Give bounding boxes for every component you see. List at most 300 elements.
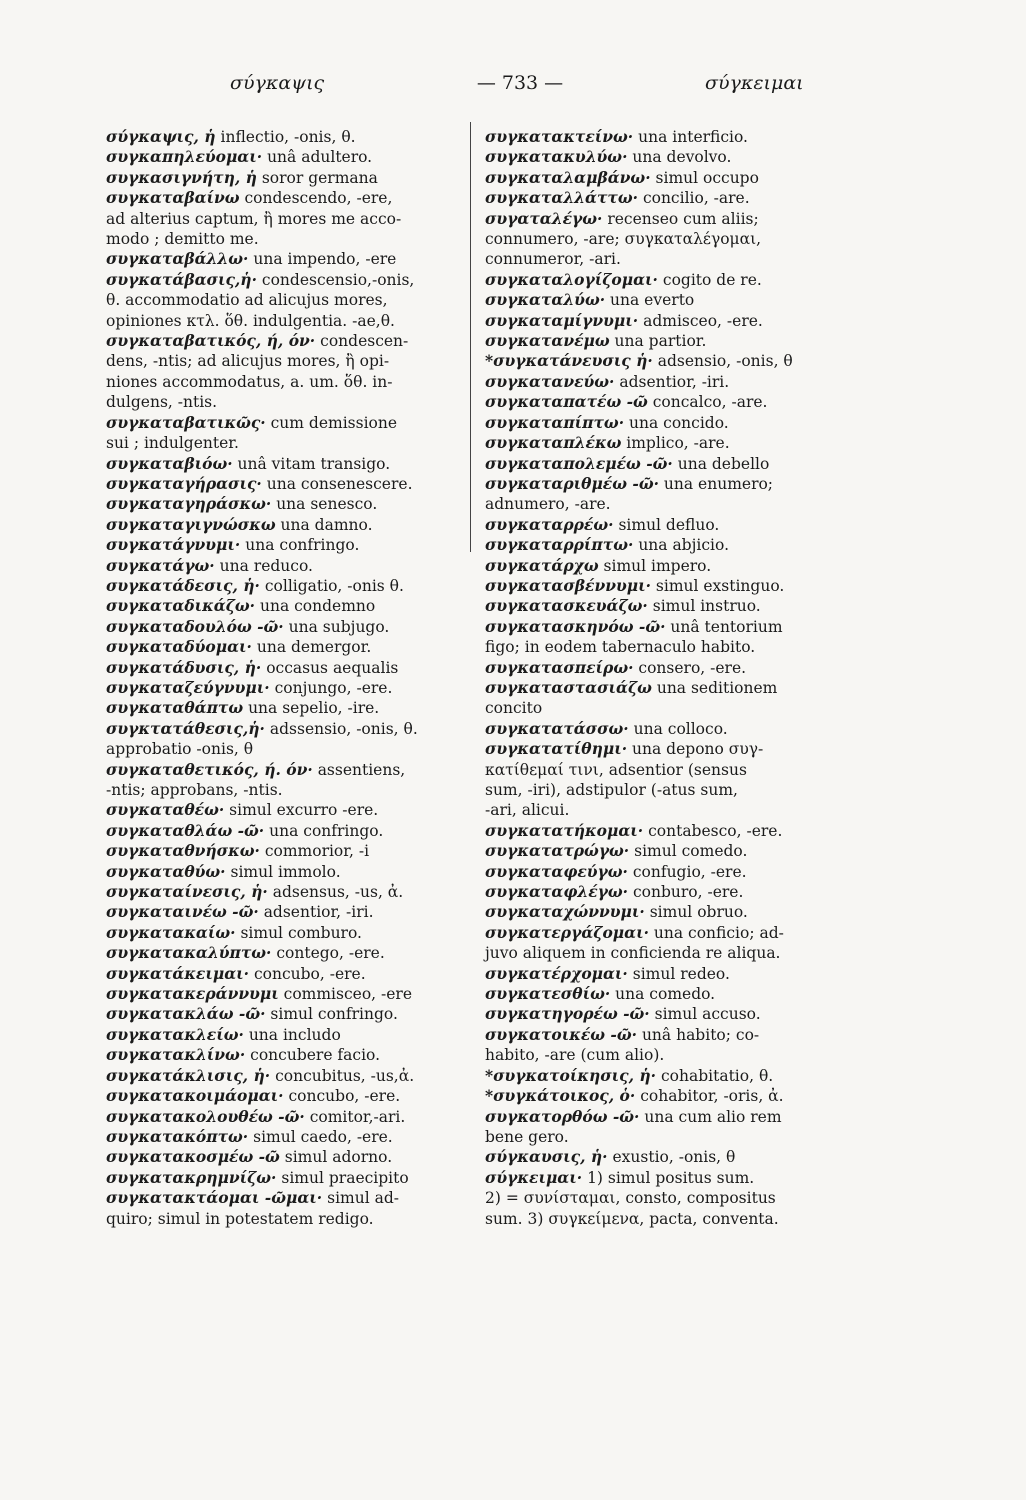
latin-translation: una interficio.	[638, 128, 748, 146]
greek-headword: συγκαταδικάζω·	[106, 596, 256, 616]
greek-headword: σύγκαψις, ἡ	[106, 127, 216, 146]
greek-headword: συγκαταφεύγω·	[485, 861, 628, 881]
greek-headword: συγκατακεράννυμι	[106, 984, 279, 1004]
latin-translation: recenseo cum aliis;	[607, 209, 759, 228]
dictionary-line	[106, 1025, 461, 1045]
greek-headword: συγκαταβατικός, ή, όν·	[106, 331, 316, 351]
greek-headword: συγκαταβάλλω·	[106, 249, 249, 269]
latin-translation: contego, -ere.	[276, 944, 385, 963]
dictionary-line	[485, 596, 851, 616]
dictionary-line	[106, 147, 461, 167]
latin-translation: adsensus, -us, ἀ.	[272, 883, 404, 902]
greek-headword: συγκαταθέω·	[106, 800, 225, 820]
greek-headword: συγκατορθόω -ῶ·	[485, 1106, 640, 1126]
dictionary-line	[106, 229, 461, 249]
greek-headword: συγκατακαλύπτω·	[106, 943, 272, 963]
latin-translation: simul instruo.	[652, 597, 761, 616]
dictionary-line	[106, 923, 461, 943]
dictionary-line	[106, 372, 461, 392]
latin-translation: adsentior, -iri.	[263, 903, 374, 922]
dictionary-line	[485, 351, 851, 371]
dictionary-line	[106, 882, 461, 902]
dictionary-line	[485, 719, 851, 739]
dictionary-line	[106, 1004, 461, 1024]
latin-translation: conburo, -ere.	[632, 883, 744, 902]
latin-translation: una sepelio, -ire.	[248, 699, 380, 718]
dictionary-line	[106, 1188, 461, 1208]
greek-headword: συγκαταλογίζομαι·	[485, 269, 658, 289]
greek-headword: συγκασιγνήτη, ἡ	[106, 167, 257, 187]
dictionary-line	[106, 576, 461, 596]
latin-translation: approbatio -onis, θ	[106, 740, 254, 759]
dictionary-line	[106, 1127, 461, 1147]
dictionary-line	[485, 1209, 851, 1229]
latin-translation: una partior.	[614, 332, 707, 351]
dictionary-line	[485, 821, 851, 841]
latin-translation: una consenescere.	[266, 474, 413, 493]
dictionary-line	[485, 249, 851, 269]
dictionary-line	[106, 311, 461, 331]
dictionary-line	[106, 1107, 461, 1127]
latin-translation: κατίθεμαί τινι, adsentior (sensus	[485, 760, 747, 779]
latin-translation: implico, -are.	[626, 434, 730, 453]
dictionary-line	[106, 168, 461, 188]
latin-translation: concubitus, -us,ἀ.	[275, 1066, 415, 1085]
latin-translation: unâ vitam transigo.	[237, 454, 391, 473]
dictionary-line	[485, 209, 851, 229]
dictionary-line	[485, 698, 851, 718]
dictionary-line	[485, 984, 851, 1004]
greek-headword: συγκατακτείνω·	[485, 127, 634, 146]
greek-headword: συγκατακαίω·	[106, 922, 236, 942]
latin-translation: una depono συγ-	[632, 740, 764, 759]
latin-translation: una colloco.	[633, 719, 728, 738]
latin-translation: comitor,-ari.	[309, 1107, 406, 1126]
greek-headword: συγκαταθάπτω	[106, 698, 244, 718]
latin-translation: modo ; demitto me.	[106, 230, 259, 249]
dictionary-line	[485, 515, 851, 535]
latin-translation: connumeror, -ari.	[485, 250, 621, 269]
latin-translation: una damno.	[280, 515, 373, 534]
latin-translation: una includo	[248, 1025, 341, 1044]
greek-headword: συγκαπηλεύομαι·	[106, 147, 263, 167]
latin-translation: assentiens,	[317, 760, 406, 779]
dictionary-line	[106, 1209, 461, 1229]
dictionary-line	[485, 1107, 851, 1127]
greek-headword: συγκατασκηνόω -ῶ·	[485, 616, 666, 636]
latin-translation: exustio, -onis, θ	[612, 1148, 736, 1167]
dictionary-line	[485, 392, 851, 412]
dictionary-line	[485, 841, 851, 861]
dictionary-line	[485, 270, 851, 290]
greek-headword: συγκατατρώγω·	[485, 841, 630, 861]
dictionary-line	[106, 413, 461, 433]
latin-translation: simul caedo, -ere.	[253, 1127, 393, 1146]
latin-translation: cohabitor, -oris, ἀ.	[640, 1087, 784, 1106]
latin-translation: 1) simul positus sum.	[587, 1168, 755, 1187]
latin-translation: simul ad-	[327, 1189, 399, 1208]
greek-headword: σύγκαυσις, ἡ·	[485, 1147, 608, 1167]
greek-headword: συγκατακλείω·	[106, 1024, 244, 1044]
dictionary-line	[106, 719, 461, 739]
dictionary-line	[485, 882, 851, 902]
dictionary-line	[106, 494, 461, 514]
latin-translation: commisceo, -ere	[283, 985, 412, 1004]
latin-translation: cogito de re.	[662, 270, 762, 289]
dictionary-line	[485, 474, 851, 494]
right-column	[485, 127, 851, 1229]
dictionary-line	[106, 617, 461, 637]
greek-headword: συγκαταβιόω·	[106, 453, 233, 473]
latin-translation: quiro; simul in potestatem redigo.	[106, 1209, 374, 1228]
latin-translation: unâ tentorium	[670, 617, 783, 636]
greek-headword: συγκαταπατέω -ῶ	[485, 392, 648, 412]
right-running-headword: σύγκειμαι	[705, 72, 804, 94]
dictionary-line	[485, 311, 851, 331]
dictionary-line	[106, 1086, 461, 1106]
dictionary-line	[485, 229, 851, 249]
dictionary-line	[485, 556, 851, 576]
dictionary-line	[106, 678, 461, 698]
greek-headword: συγκατάβασις,ἡ·	[106, 269, 257, 289]
latin-translation: concilio, -are.	[642, 189, 750, 208]
latin-translation: una subjugo.	[288, 617, 390, 636]
latin-translation: adsentior, -iri.	[619, 372, 730, 391]
dictionary-line	[106, 964, 461, 984]
greek-headword: συγκατασβέννυμι·	[485, 575, 651, 595]
running-header	[90, 72, 940, 102]
dictionary-line	[485, 535, 851, 555]
latin-translation: confugio, -ere.	[632, 862, 747, 881]
dictionary-line	[485, 1188, 851, 1208]
latin-translation: simul impero.	[603, 556, 712, 575]
latin-translation: concubere facio.	[250, 1046, 381, 1065]
dictionary-line	[106, 515, 461, 535]
dictionary-line	[106, 862, 461, 882]
dictionary-line	[106, 188, 461, 208]
latin-translation: una comedo.	[615, 985, 716, 1004]
dictionary-line	[106, 433, 461, 453]
latin-translation: simul redeo.	[632, 964, 730, 983]
greek-headword: συγκαταγήρασις·	[106, 473, 262, 493]
latin-translation: consero, -ere.	[638, 658, 747, 677]
dictionary-line	[485, 1127, 851, 1147]
greek-headword: συγκατατίθημι·	[485, 739, 628, 759]
dictionary-line	[485, 1168, 851, 1188]
greek-headword: συγκατεργάζομαι·	[485, 922, 649, 942]
dictionary-line	[106, 1066, 461, 1086]
latin-translation: simul obruo.	[649, 903, 748, 922]
latin-translation: -ari, alicui.	[485, 801, 570, 820]
greek-headword: συγκατοικέω -ῶ·	[485, 1024, 638, 1044]
latin-translation: una abjicio.	[638, 536, 729, 555]
greek-headword: συγκατατήκομαι·	[485, 820, 644, 840]
dictionary-line	[106, 841, 461, 861]
latin-translation: condescendo, -ere,	[244, 189, 393, 208]
greek-headword: συγκαταγηράσκω·	[106, 494, 272, 514]
greek-headword: συγκαταπλέκω	[485, 433, 622, 453]
latin-translation: simul comedo.	[634, 842, 748, 861]
latin-translation: condescensio,-onis,	[261, 270, 415, 289]
latin-translation: θ. accommodatio ad alicujus mores,	[106, 291, 388, 310]
dictionary-line	[485, 576, 851, 596]
dictionary-line	[485, 494, 851, 514]
greek-headword: συγκατατάσσω·	[485, 718, 629, 738]
greek-headword: συγκαταβαίνω	[106, 188, 240, 208]
latin-translation: simul excurro -ere.	[229, 801, 379, 820]
latin-translation: una reduco.	[219, 556, 313, 575]
latin-translation: adssensio, -onis, θ.	[269, 719, 418, 738]
latin-translation: una seditionem	[656, 678, 778, 697]
dictionary-line	[106, 209, 461, 229]
dictionary-line	[106, 474, 461, 494]
dictionary-line	[106, 780, 461, 800]
latin-translation: una impendo, -ere	[253, 250, 397, 269]
greek-headword: συγκαταμίγνυμι·	[485, 310, 639, 330]
dictionary-line	[485, 433, 851, 453]
dictionary-line	[485, 1045, 851, 1065]
dictionary-line	[485, 617, 851, 637]
dictionary-line	[485, 1147, 851, 1167]
latin-translation: simul immolo.	[230, 862, 341, 881]
latin-translation: commorior, -i	[264, 842, 370, 861]
latin-translation: una enumero;	[663, 474, 774, 493]
greek-headword: συγκατανεύω·	[485, 371, 615, 391]
greek-headword: συγκατακτάομαι -ῶμαι·	[106, 1188, 323, 1208]
dictionary-line	[485, 1086, 851, 1106]
dictionary-line	[485, 1066, 851, 1086]
greek-headword: συγκατηγορέω -ῶ·	[485, 1004, 650, 1024]
dictionary-line	[106, 800, 461, 820]
greek-headword: συγκατάκειμαι·	[106, 963, 250, 983]
greek-headword: συγκαταγιγνώσκω	[106, 514, 276, 534]
dictionary-line	[485, 964, 851, 984]
dictionary-line	[485, 413, 851, 433]
latin-translation: -ntis; approbans, -ntis.	[106, 781, 283, 799]
latin-translation: simul confringo.	[270, 1005, 398, 1024]
dictionary-line	[106, 535, 461, 555]
greek-headword: συγκαταίνεσις, ἡ·	[106, 882, 268, 902]
latin-translation: una senesco.	[276, 495, 378, 514]
latin-translation: cohabitatio, θ.	[660, 1066, 774, 1085]
greek-headword: συγκαταλλάττω·	[485, 188, 638, 208]
dictionary-line	[485, 1004, 851, 1024]
dictionary-line	[485, 637, 851, 657]
latin-translation: sui ; indulgenter.	[106, 434, 239, 453]
column-divider	[470, 122, 471, 552]
dictionary-line	[106, 127, 461, 147]
dictionary-line	[106, 270, 461, 290]
latin-translation: concubo, -ere.	[288, 1087, 401, 1106]
dictionary-line	[106, 1168, 461, 1188]
dictionary-line	[106, 984, 461, 1004]
dictionary-line	[485, 678, 851, 698]
latin-translation: condescen-	[320, 332, 409, 351]
dictionary-line	[106, 698, 461, 718]
greek-headword: συγκατάδυσις, ἡ·	[106, 657, 262, 677]
greek-headword: *συγκατάνευσις ἡ·	[485, 351, 653, 371]
greek-headword: συγκαταδύομαι·	[106, 637, 252, 657]
greek-headword: συγκατασπείρω·	[485, 657, 634, 677]
greek-headword: *συγκάτοικος, ὁ·	[485, 1086, 636, 1106]
dictionary-line	[106, 760, 461, 780]
latin-translation: juvo aliquem in conficienda re aliqua.	[485, 944, 781, 963]
latin-translation: una concido.	[629, 413, 729, 432]
latin-translation: sum, -iri), adstipulor (-atus sum,	[485, 781, 738, 799]
greek-headword: συγκαταριθμέω -ῶ·	[485, 473, 659, 493]
latin-translation: simul occupo	[655, 168, 759, 187]
dictionary-line	[485, 1025, 851, 1045]
dictionary-line	[485, 780, 851, 800]
dictionary-line	[106, 454, 461, 474]
latin-translation: simul comburo.	[240, 923, 362, 942]
greek-headword: συγκαταδουλόω -ῶ·	[106, 616, 284, 636]
latin-translation: ad alterius captum, ἢ mores me acco-	[106, 209, 402, 228]
latin-translation: simul accuso.	[654, 1005, 761, 1024]
dictionary-line	[485, 147, 851, 167]
greek-headword: συγκαταπίπτω·	[485, 412, 625, 432]
greek-headword: συγκαταρρέω·	[485, 514, 614, 534]
dictionary-line	[485, 127, 851, 147]
dictionary-line	[106, 596, 461, 616]
latin-translation: niones accommodatus, a. um. ὅθ. in-	[106, 372, 393, 391]
latin-translation: 2) = συνίσταμαι, consto, compositus	[485, 1189, 776, 1208]
latin-translation: una debello	[677, 454, 770, 473]
dictionary-line	[485, 862, 851, 882]
latin-translation: simul praecipito	[281, 1168, 409, 1187]
greek-headword: συγκαταθνήσκω·	[106, 841, 260, 861]
greek-headword: συγκατακρημνίζω·	[106, 1167, 277, 1187]
greek-headword: συγκαταπολεμέω -ῶ·	[485, 453, 673, 473]
latin-translation: cum demissione	[270, 413, 398, 432]
dictionary-line	[106, 351, 461, 371]
latin-translation: concubo, -ere.	[253, 964, 366, 983]
dictionary-line	[485, 188, 851, 208]
latin-translation: concito	[485, 699, 543, 718]
dictionary-line	[106, 1147, 461, 1167]
dictionary-line	[485, 739, 851, 759]
left-column	[106, 127, 461, 1229]
dictionary-line	[106, 249, 461, 269]
dictionary-line	[485, 331, 851, 351]
greek-headword: συγκτατάθεσις,ἡ·	[106, 718, 265, 738]
greek-headword: συγκατάρχω	[485, 555, 599, 575]
greek-headword: συγκαταθύω·	[106, 861, 226, 881]
greek-headword: συγκατακλάω -ῶ·	[106, 1004, 266, 1024]
greek-headword: συγκατακυλύω·	[485, 147, 628, 167]
dictionary-line	[106, 556, 461, 576]
dictionary-line	[106, 943, 461, 963]
greek-headword: συγκατακλίνω·	[106, 1045, 246, 1065]
greek-headword: συγκαταλύω·	[485, 290, 606, 310]
greek-headword: συγκαταχώννυμι·	[485, 902, 645, 922]
dictionary-line	[485, 902, 851, 922]
greek-headword: συγκαταθετικός, ή. όν·	[106, 759, 313, 779]
latin-translation: simul adorno.	[284, 1148, 393, 1167]
latin-translation: adnumero, -are.	[485, 495, 611, 514]
dictionary-line	[106, 637, 461, 657]
dictionary-line	[485, 800, 851, 820]
left-running-headword: σύγκαψις	[230, 72, 325, 94]
latin-translation: soror germana	[261, 168, 378, 187]
latin-translation: contabesco, -ere.	[648, 821, 783, 840]
dictionary-line	[485, 923, 851, 943]
dictionary-line	[106, 658, 461, 678]
latin-translation: adsensio, -onis, θ	[657, 352, 793, 371]
dictionary-line	[485, 658, 851, 678]
latin-translation: habito, -are (cum alio).	[485, 1046, 665, 1065]
latin-translation: una confringo.	[245, 536, 360, 555]
latin-translation: una confringo.	[269, 821, 384, 840]
latin-translation: una devolvo.	[632, 148, 732, 167]
latin-translation: dens, -ntis; ad alicujus mores, ἢ opi-	[106, 352, 390, 371]
dictionary-line	[106, 739, 461, 759]
latin-translation: una demergor.	[256, 638, 372, 657]
latin-translation: una cum alio rem	[644, 1107, 782, 1126]
dictionary-line	[485, 290, 851, 310]
dictionary-line	[485, 454, 851, 474]
latin-translation: inflectio, -onis, θ.	[220, 128, 356, 146]
latin-translation: una conficio; ad-	[653, 923, 784, 942]
greek-headword: συγκατάγνυμι·	[106, 535, 241, 555]
greek-headword: συγκατάδεσις, ἡ·	[106, 575, 260, 595]
greek-headword: *συγκατοίκησις, ἡ·	[485, 1065, 657, 1085]
dictionary-line	[106, 821, 461, 841]
greek-headword: συγκατακοσμέω -ῶ	[106, 1147, 280, 1167]
dictionary-line	[106, 902, 461, 922]
latin-translation: connumero, -are; συγκαταλέγομαι,	[485, 230, 762, 249]
dictionary-line	[485, 168, 851, 188]
latin-translation: unâ habito; co-	[641, 1025, 760, 1044]
greek-headword: συγκαταφλέγω·	[485, 882, 629, 902]
page-number: — 733 —	[476, 72, 564, 94]
greek-headword: συγκατάγω·	[106, 555, 215, 575]
greek-headword: συγκαταρρίπτω·	[485, 535, 634, 555]
latin-translation: figo; in eodem tabernaculo habito.	[485, 638, 756, 657]
latin-translation: sum. 3) συγκείμενα, pacta, conventa.	[485, 1209, 779, 1228]
latin-translation: concalco, -are.	[652, 393, 768, 412]
greek-headword: συγαταλέγω·	[485, 208, 603, 228]
latin-translation: dulgens, -ntis.	[106, 393, 218, 412]
dictionary-line	[106, 392, 461, 412]
greek-headword: συγκατακόπτω·	[106, 1126, 249, 1146]
greek-headword: συγκαταζεύγνυμι·	[106, 677, 270, 697]
greek-headword: συγκαταλαμβάνω·	[485, 167, 651, 187]
latin-translation: admisceo, -ere.	[643, 311, 763, 330]
greek-headword: συγκαταθλάω -ῶ·	[106, 820, 265, 840]
latin-translation: conjungo, -ere.	[274, 678, 393, 697]
dictionary-line	[485, 372, 851, 392]
greek-headword: συγκαταβατικῶς·	[106, 412, 266, 432]
greek-headword: συγκατακολουθέω -ῶ·	[106, 1106, 305, 1126]
latin-translation: una everto	[610, 291, 695, 310]
greek-headword: συγκατάκλισις, ἡ·	[106, 1065, 271, 1085]
greek-headword: συγκατασκευάζω·	[485, 596, 648, 616]
greek-headword: συγκαταινέω -ῶ·	[106, 902, 259, 922]
greek-headword: συγκαταστασιάζω	[485, 677, 652, 697]
latin-translation: simul defluo.	[618, 515, 720, 534]
latin-translation: una condemno	[259, 597, 376, 616]
latin-translation: opiniones κτλ. ὅθ. indulgentia. -ae,θ.	[106, 311, 395, 330]
latin-translation: simul exstinguo.	[655, 576, 785, 595]
dictionary-line	[106, 290, 461, 310]
dictionary-line	[106, 331, 461, 351]
latin-translation: unâ adultero.	[267, 148, 373, 167]
dictionary-line	[106, 1045, 461, 1065]
dictionary-line	[485, 943, 851, 963]
latin-translation: occasus aequalis	[266, 658, 399, 677]
greek-headword: συγκατέρχομαι·	[485, 963, 628, 983]
